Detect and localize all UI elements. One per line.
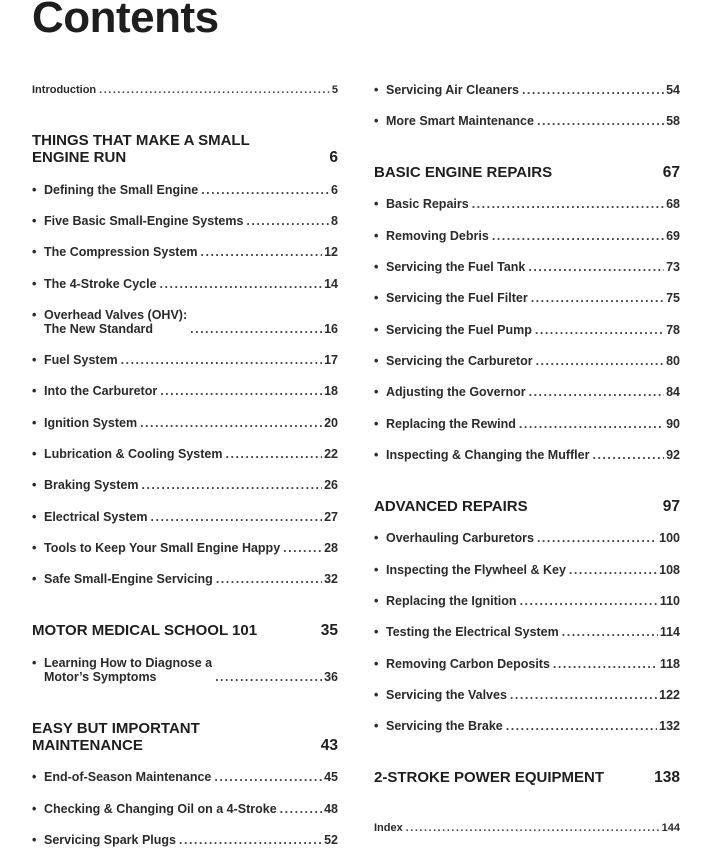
toc-entry-label: Replacing the Ignition — [386, 594, 517, 608]
toc-entry[interactable] — [374, 354, 680, 368]
toc-entry-page: 28 — [324, 541, 338, 555]
bullet-icon: • — [32, 572, 37, 586]
dot-leader — [283, 541, 322, 555]
bullet-icon: • — [374, 114, 379, 128]
toc-entry[interactable] — [32, 245, 338, 259]
bullet-icon: • — [374, 657, 379, 671]
toc-entry-label: Tools to Keep Your Small Engine Happy — [44, 541, 281, 555]
toc-entry-label: Servicing Spark Plugs — [44, 833, 176, 847]
dot-leader — [121, 353, 322, 367]
toc-entry[interactable] — [32, 510, 338, 524]
toc-entry-label: End-of-Season Maintenance — [44, 770, 212, 784]
bullet-icon: • — [32, 277, 37, 291]
bullet-icon: • — [374, 354, 379, 368]
section-page: 43 — [320, 737, 338, 754]
toc-entry-label: Learning How to Diagnose a Motor’s Symptoms — [44, 656, 213, 684]
dot-leader — [99, 83, 330, 97]
toc-entry-label: More Smart Maintenance — [386, 114, 534, 128]
dot-leader — [472, 197, 664, 211]
section-title: MOTOR MEDICAL SCHOOL 101 — [32, 622, 258, 639]
toc-entry-label: Overhead Valves (OHV): The New Standard — [44, 308, 188, 336]
toc-entry[interactable] — [32, 214, 338, 228]
dot-leader — [179, 833, 322, 847]
section-page: 97 — [662, 498, 680, 515]
toc-entry-page: 8 — [331, 214, 338, 228]
bullet-icon: • — [374, 83, 379, 97]
toc-entry-label: Index — [374, 822, 403, 834]
toc-entry-introduction[interactable] — [32, 83, 338, 97]
section-title: 2-STROKE POWER EQUIPMENT — [374, 769, 605, 786]
toc-entry-label: Inspecting & Changing the Muffler — [386, 448, 590, 462]
bullet-icon: • — [32, 510, 37, 524]
toc-entry[interactable] — [32, 541, 338, 555]
toc-entry-page: 73 — [666, 260, 680, 274]
toc-entry[interactable] — [32, 572, 338, 586]
toc-entry-page: 144 — [661, 822, 680, 834]
section-page: 138 — [654, 769, 680, 786]
section-page: 35 — [320, 622, 338, 639]
dot-leader — [569, 563, 657, 577]
toc-entry-label: Checking & Changing Oil on a 4-Stroke — [44, 802, 277, 816]
toc-entry-page: 114 — [659, 625, 680, 639]
toc-entry-page: 17 — [324, 353, 338, 367]
toc-entry-page: 69 — [666, 229, 680, 243]
toc-entry-label: Removing Carbon Deposits — [386, 657, 550, 671]
toc-entry[interactable] — [374, 197, 680, 211]
toc-entry-label: Introduction — [32, 84, 97, 96]
toc-entry-page: 100 — [659, 531, 680, 545]
toc-entry[interactable] — [374, 531, 680, 545]
toc-entry-label: Braking System — [44, 478, 139, 492]
dot-leader — [562, 625, 658, 639]
toc-entry-page: 92 — [666, 448, 680, 462]
toc-entry[interactable] — [374, 594, 680, 608]
toc-entry-label: Overhauling Carburetors — [386, 531, 534, 545]
section-title: BASIC ENGINE REPAIRS — [374, 164, 553, 181]
dot-leader — [535, 323, 664, 337]
bullet-icon: • — [32, 478, 37, 492]
toc-entry-label: Adjusting the Governor — [386, 385, 526, 399]
toc-entry-page: 45 — [324, 770, 338, 784]
toc-entry[interactable] — [32, 353, 338, 367]
toc-entry[interactable] — [374, 83, 680, 97]
toc-entry-label: Lubrication & Cooling System — [44, 447, 223, 461]
dot-leader — [531, 291, 664, 305]
bullet-icon: • — [32, 770, 37, 784]
toc-entry[interactable] — [374, 657, 680, 671]
toc-entry-label: Servicing Air Cleaners — [386, 83, 519, 97]
section-heading[interactable] — [32, 132, 338, 166]
toc-entry-label: Removing Debris — [386, 229, 489, 243]
toc-entry[interactable] — [32, 833, 338, 847]
toc-entry-page: 110 — [659, 594, 680, 608]
dot-leader — [528, 260, 664, 274]
toc-entry-label: Replacing the Rewind — [386, 417, 516, 431]
toc-entry-label: Basic Repairs — [386, 197, 469, 211]
toc-entry[interactable] — [374, 291, 680, 305]
bullet-icon: • — [32, 183, 37, 197]
bullet-icon: • — [32, 656, 37, 670]
section-page: 67 — [662, 164, 680, 181]
dot-leader — [215, 670, 322, 684]
toc-entry[interactable] — [32, 802, 338, 816]
bullet-icon: • — [374, 291, 379, 305]
toc-entry[interactable] — [374, 417, 680, 431]
section-heading[interactable] — [32, 720, 338, 754]
toc-entry-label: Servicing the Carburetor — [386, 354, 533, 368]
section-heading[interactable] — [32, 622, 338, 639]
toc-entry[interactable] — [32, 478, 338, 492]
toc-entry-page: 90 — [666, 417, 680, 431]
toc-entry-page: 6 — [331, 183, 338, 197]
toc-entry-label: Safe Small-Engine Servicing — [44, 572, 213, 586]
toc-entry-page: 27 — [324, 510, 338, 524]
toc-entry-label: Defining the Small Engine — [44, 183, 199, 197]
dot-leader — [510, 688, 657, 702]
section-page: 6 — [329, 149, 338, 166]
toc-entry-page: 80 — [666, 354, 680, 368]
toc-entry-page: 16 — [324, 322, 338, 336]
toc-entry-label: Electrical System — [44, 510, 148, 524]
toc-entry-label: Servicing the Brake — [386, 719, 503, 733]
toc-entry-page: 14 — [324, 277, 338, 291]
toc-entry[interactable] — [374, 114, 680, 128]
toc-entry-page: 118 — [659, 657, 680, 671]
toc-entry-page: 54 — [666, 83, 680, 97]
toc-entry[interactable] — [32, 384, 338, 398]
toc-entry-page: 58 — [666, 114, 680, 128]
toc-entry-label: Five Basic Small-Engine Systems — [44, 214, 244, 228]
dot-leader — [280, 802, 322, 816]
toc-entry-label: Servicing the Fuel Tank — [386, 260, 526, 274]
toc-entry-label: The Compression System — [44, 245, 198, 259]
dot-leader — [246, 214, 329, 228]
toc-entry[interactable] — [374, 719, 680, 733]
bullet-icon: • — [374, 563, 379, 577]
dot-leader — [506, 719, 657, 733]
dot-leader — [160, 277, 323, 291]
toc-entry-page: 5 — [331, 84, 338, 96]
toc-entry[interactable] — [374, 323, 680, 337]
toc-entry[interactable] — [374, 563, 680, 577]
bullet-icon: • — [374, 260, 379, 274]
bullet-icon: • — [374, 594, 379, 608]
toc-entry-page: 22 — [324, 447, 338, 461]
toc-entry[interactable] — [374, 688, 680, 702]
bullet-icon: • — [32, 802, 37, 816]
bullet-icon: • — [374, 625, 379, 639]
bullet-icon: • — [374, 719, 379, 733]
toc-entry-page: 108 — [659, 563, 680, 577]
toc-entry-page: 78 — [666, 323, 680, 337]
toc-entry[interactable] — [32, 183, 338, 197]
toc-entry-page: 132 — [659, 719, 680, 733]
toc-entry[interactable] — [32, 308, 338, 336]
toc-entry-page: 12 — [324, 245, 338, 259]
toc-entry-page: 68 — [666, 197, 680, 211]
toc-entry[interactable] — [32, 447, 338, 461]
toc-entry[interactable] — [32, 277, 338, 291]
bullet-icon: • — [32, 833, 37, 847]
dot-leader — [214, 770, 322, 784]
dot-leader — [520, 594, 658, 608]
dot-leader — [519, 417, 664, 431]
toc-entry-page: 52 — [324, 833, 338, 847]
bullet-icon: • — [32, 447, 37, 461]
toc-entry-page: 32 — [324, 572, 338, 586]
dot-leader — [201, 245, 323, 259]
bullet-icon: • — [374, 323, 379, 337]
toc-entry-label: Ignition System — [44, 416, 138, 430]
toc-entry-index[interactable] — [374, 821, 680, 835]
bullet-icon: • — [32, 541, 37, 555]
dot-leader — [537, 531, 657, 545]
toc-entry-label: Servicing the Fuel Filter — [386, 291, 528, 305]
toc-entry[interactable] — [374, 385, 680, 399]
toc-entry-page: 75 — [666, 291, 680, 305]
toc-entry[interactable] — [374, 229, 680, 243]
toc-entry-page: 18 — [324, 384, 338, 398]
dot-leader — [140, 416, 322, 430]
page-title: Contents — [32, 0, 219, 42]
dot-leader — [406, 821, 660, 835]
toc-entry[interactable] — [32, 416, 338, 430]
section-heading[interactable] — [374, 769, 680, 786]
toc-entry-label: Fuel System — [44, 353, 118, 367]
bullet-icon: • — [32, 416, 37, 430]
toc-entry-label: Inspecting the Flywheel & Key — [386, 563, 566, 577]
bullet-icon: • — [32, 353, 37, 367]
toc-entry-page: 20 — [324, 416, 338, 430]
dot-leader — [190, 322, 322, 336]
bullet-icon: • — [374, 417, 379, 431]
bullet-icon: • — [374, 448, 379, 462]
section-title: THINGS THAT MAKE A SMALL ENGINE RUN — [32, 132, 250, 166]
dot-leader — [592, 448, 664, 462]
dot-leader — [553, 657, 658, 671]
toc-entry-page: 48 — [324, 802, 338, 816]
dot-leader — [226, 447, 323, 461]
toc-entry[interactable] — [32, 656, 338, 684]
bullet-icon: • — [32, 214, 37, 228]
dot-leader — [492, 229, 664, 243]
bullet-icon: • — [374, 229, 379, 243]
bullet-icon: • — [32, 245, 37, 259]
section-heading[interactable] — [374, 498, 680, 515]
dot-leader — [536, 354, 665, 368]
section-title: EASY BUT IMPORTANT MAINTENANCE — [32, 720, 200, 754]
dot-leader — [151, 510, 323, 524]
bullet-icon: • — [32, 308, 37, 322]
bullet-icon: • — [374, 197, 379, 211]
toc-entry-page: 36 — [324, 670, 338, 684]
toc-entry-label: Servicing the Fuel Pump — [386, 323, 532, 337]
bullet-icon: • — [32, 384, 37, 398]
dot-leader — [201, 183, 329, 197]
dot-leader — [160, 384, 322, 398]
bullet-icon: • — [374, 688, 379, 702]
dot-leader — [141, 478, 322, 492]
toc-entry-label: Testing the Electrical System — [386, 625, 559, 639]
toc-entry-label: Into the Carburetor — [44, 384, 158, 398]
toc-entry[interactable] — [374, 448, 680, 462]
section-title: ADVANCED REPAIRS — [374, 498, 528, 515]
toc-entry-page: 84 — [666, 385, 680, 399]
dot-leader — [529, 385, 665, 399]
toc-entry-page: 26 — [324, 478, 338, 492]
toc-entry[interactable] — [374, 625, 680, 639]
toc-entry[interactable] — [32, 770, 338, 784]
dot-leader — [537, 114, 664, 128]
toc-entry-label: The 4-Stroke Cycle — [44, 277, 157, 291]
dot-leader — [216, 572, 322, 586]
bullet-icon: • — [374, 385, 379, 399]
dot-leader — [522, 83, 664, 97]
bullet-icon: • — [374, 531, 379, 545]
toc-entry-label: Servicing the Valves — [386, 688, 507, 702]
section-heading[interactable] — [374, 164, 680, 181]
toc-entry-page: 122 — [659, 688, 680, 702]
toc-entry[interactable] — [374, 260, 680, 274]
